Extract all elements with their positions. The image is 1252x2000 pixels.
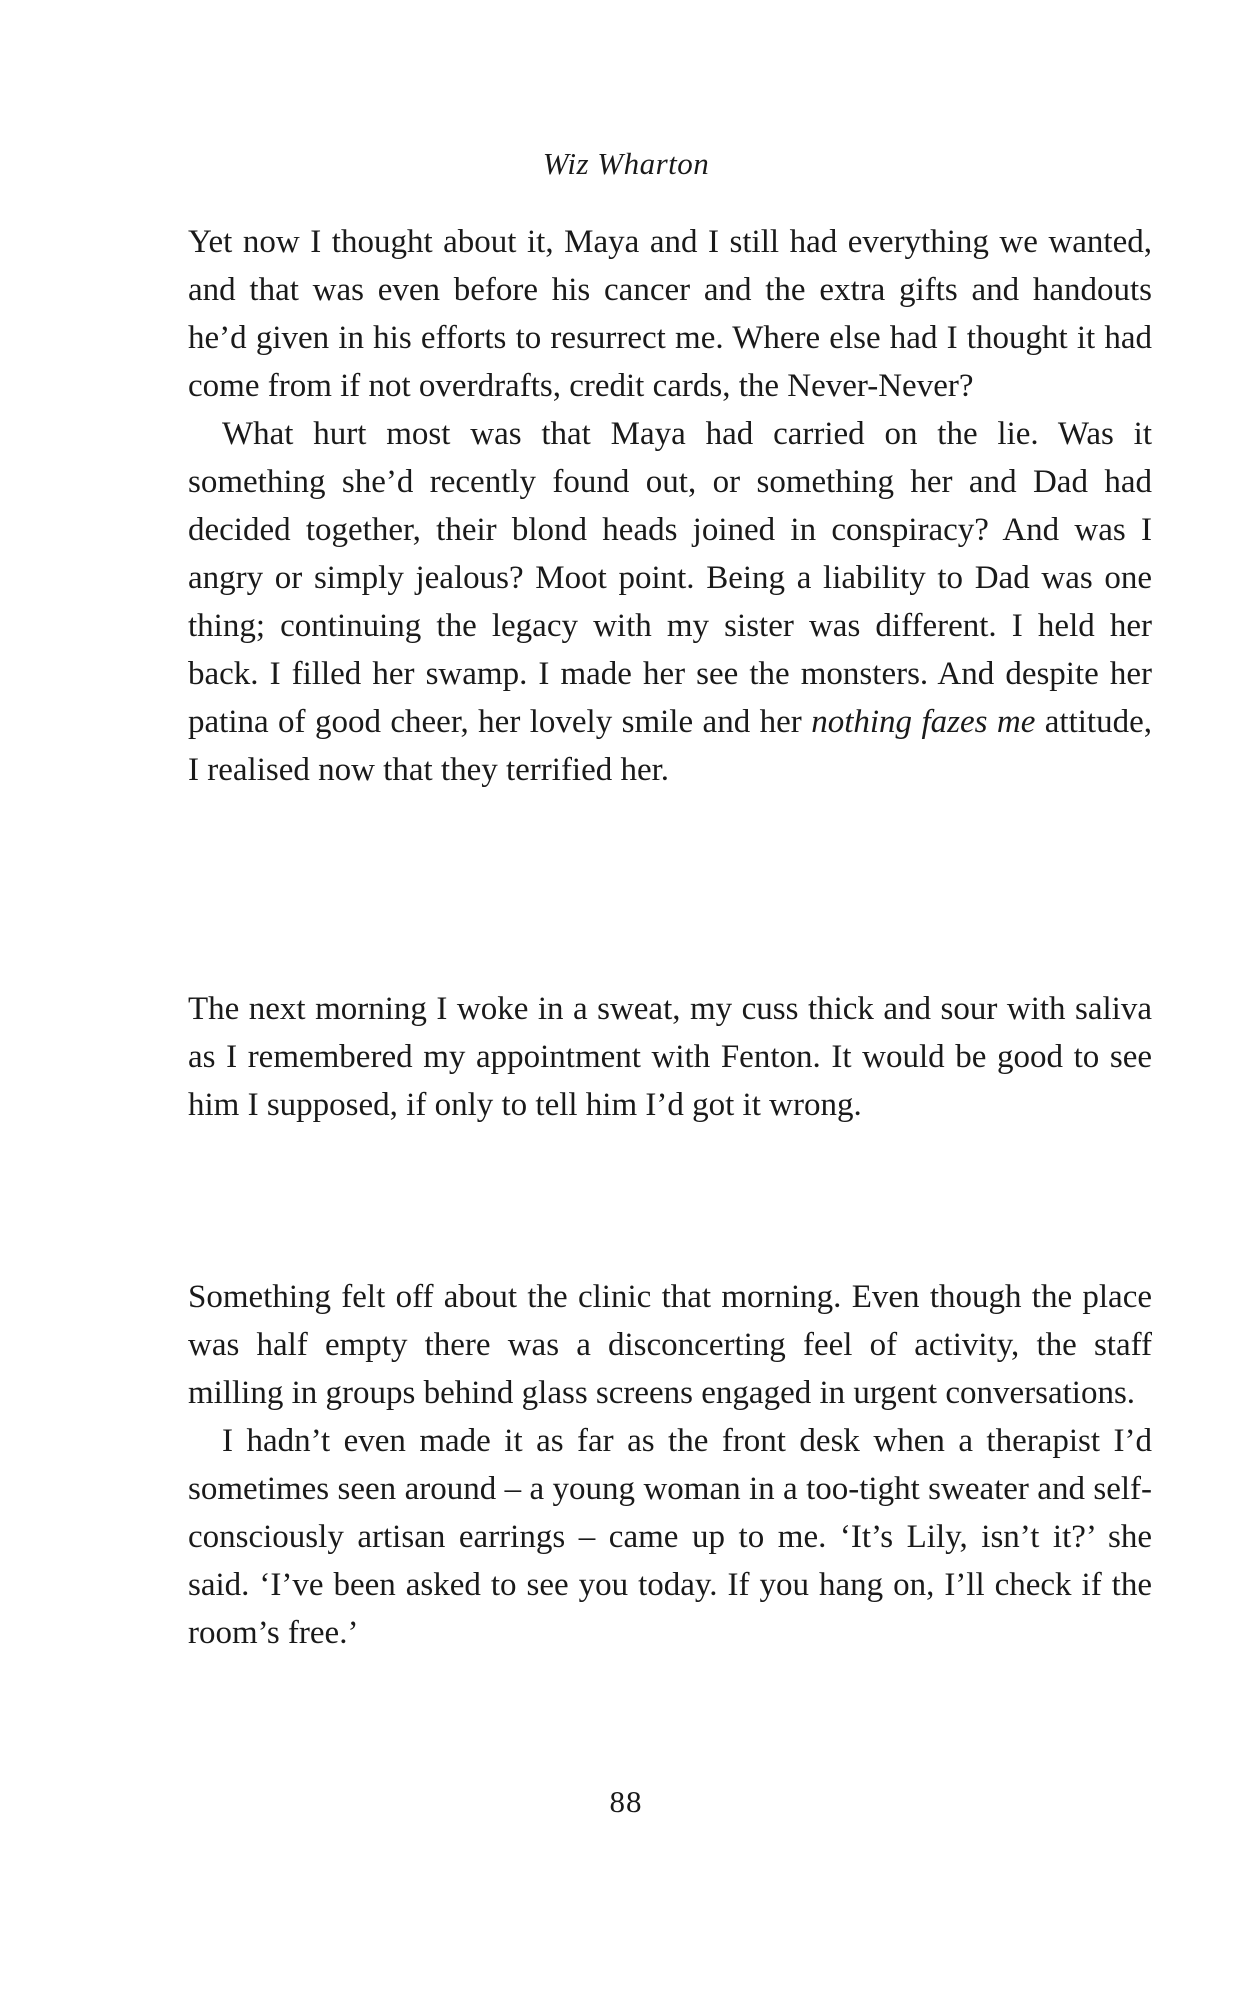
paragraph-text: Something felt off about the clinic that morning. Even though the place was half empty there was a disconcerting feel of activity, the staff milling in groups behind glass screens engaged in urgent conversations.: [188, 1279, 1152, 1411]
paragraph-text: Yet now I thought about it, Maya and I still had everything we wanted, and that was even before his cancer and the extra gifts and handouts he’d given in his efforts to resurrect me. Where else had I thought it had come from if not overdrafts, credit cards, the Never-Never?: [188, 224, 1152, 404]
italic-phrase: nothing fazes me: [811, 704, 1036, 740]
page-number: 88: [609, 1784, 643, 1819]
paragraph-text: I hadn’t even made it as far as the front desk when a therapist I’d sometimes seen around – a young woman in a too-tight sweater and self-consciously artisan earrings – came up to me. ‘It’s Lily, isn’t it?’ she said. ‘I’ve been asked to see you today. If you hang on, I’ll check if the room’s free.’: [188, 1423, 1152, 1651]
paragraph: [188, 1417, 1152, 1657]
text-section-1: [188, 218, 1152, 794]
paragraph: [188, 1273, 1152, 1417]
text-section-3: [188, 1273, 1152, 1657]
paragraph: [188, 218, 1152, 410]
paragraph: [188, 410, 1152, 794]
paragraph: [188, 985, 1152, 1129]
paragraph-text: What hurt most was that Maya had carried on the lie. Was it something she’d recently found out, or something her and Dad had decided together, their blond heads joined in conspiracy? And was I angry or simply jealous? Moot point. Being a liability to Dad was one thing; continuing the legacy with my sister was different. I held her back. I filled her swamp. I made her see the monsters. And despite her patina of good cheer, her lovely smile and her: [188, 416, 1152, 740]
paragraph-text: attitude, I realised now that they terrified her.: [188, 704, 1152, 788]
paragraph-text: The next morning I woke in a sweat, my cuss thick and sour with saliva as I remembered my appointment with Fenton. It would be good to see him I supposed, if only to tell him I’d got it wrong.: [188, 991, 1152, 1123]
running-head-author: Wiz Wharton: [542, 146, 710, 181]
text-section-2: [188, 985, 1152, 1129]
